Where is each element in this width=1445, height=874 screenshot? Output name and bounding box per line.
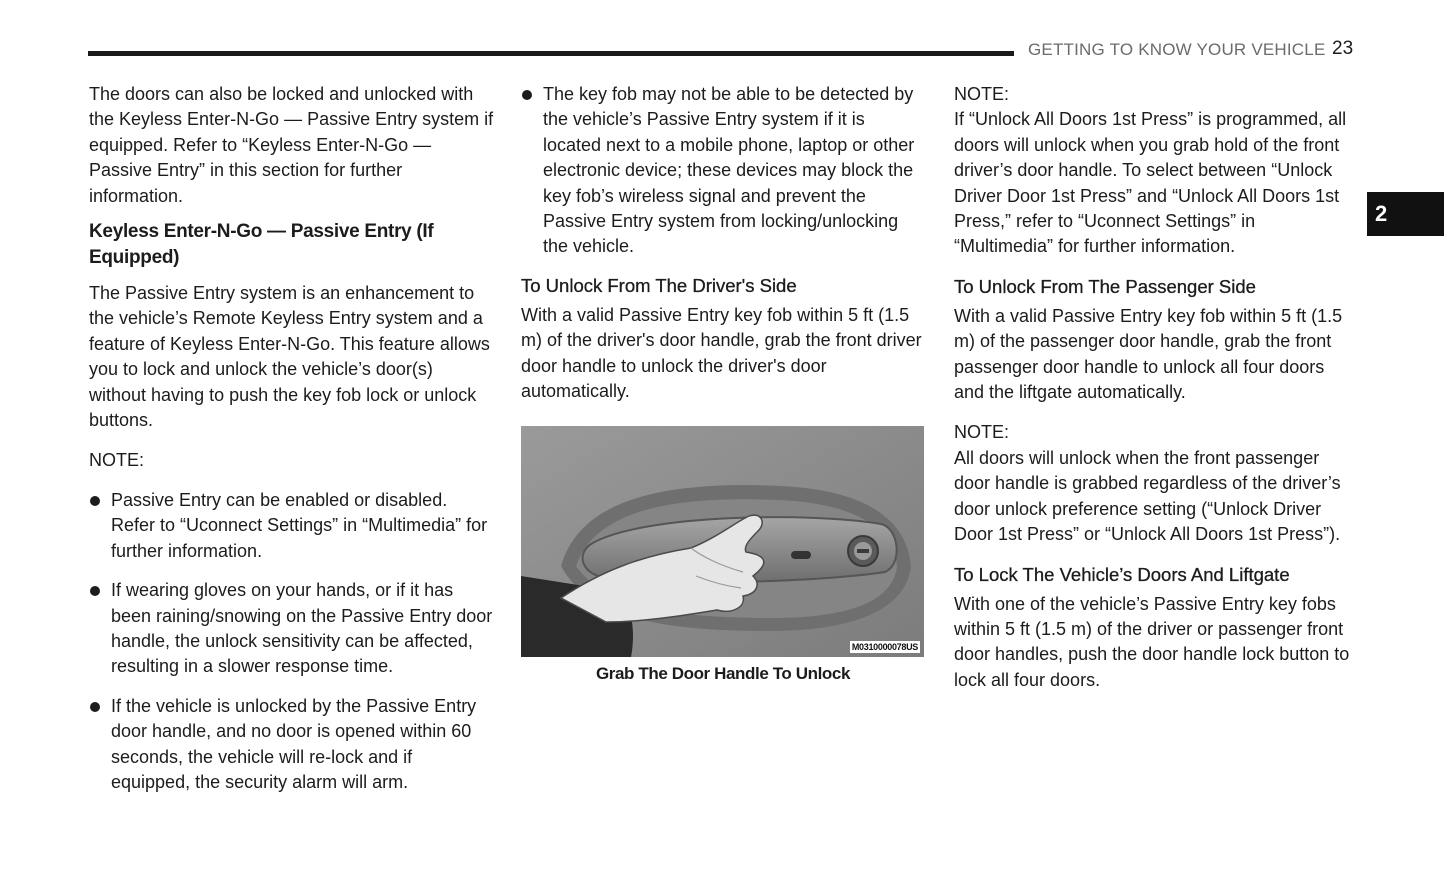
section-heading: Keyless Enter-N-Go — Passive Entry (If Equipped) [89,221,434,269]
list-item [89,578,494,680]
body-paragraph: The Passive Entry system is an enhancement to the vehicle’s Remote Keyless Entry system and a feature of Keyless Enter-N-Go. This feature allows you to lock and unlock the vehicle’s door(s) without having to push the key fob lock or unlock buttons. [89,283,490,431]
subheading-driver-side: To Unlock From The Driver's Side [521,274,797,296]
bullet-text: Passive Entry can be enabled or disabled. Refer to “Uconnect Settings” in “Multimedia” for further information. [111,489,488,561]
subheading-lock-doors: To Lock The Vehicle’s Doors And Liftgate [954,563,1290,585]
bullet-dot-icon [90,702,100,712]
note-bullet-list [89,488,494,795]
page-number: 23 [1332,38,1354,59]
note-text: All doors will unlock when the front passenger door handle is grabbed regardless of the driver’s door unlock preference setting (“Unlock Driver Door 1st Press” or “Unlock All Doors 1st Press”). [954,447,1341,545]
bullet-text: If the vehicle is unlocked by the Passive Entry door handle, and no door is opened within 60 seconds, the vehicle will re-lock and if equipped, the security alarm will arm. [111,695,477,792]
column-left [89,82,494,809]
door-handle-figure [521,426,924,657]
bullet-text: The key fob may not be able to be detected by the vehicle’s Passive Entry system if it is located next to a mobile phone, laptop or other electronic device; these devices may block the key fob’s wireless signal and prevent the Passive Entry system from locking/unlocking the vehicle. [543,84,915,257]
bullet-list [521,82,925,260]
bullet-dot-icon [90,586,100,596]
bullet-text: If wearing gloves on your hands, or if it has been raining/snowing on the Passive Entry door handle, the unlock sensitivity can be affected, resulting in a slower response time. [111,580,493,677]
note-text: If “Unlock All Doors 1st Press” is programmed, all doors will unlock when you grab hold of the front driver’s door handle. To select between “Unlock Driver Door 1st Press” and “Unlock All Doors 1st Press,” refer to “Uconnect Settings” in “Multimedia” for further information. [954,109,1347,257]
hand-on-door-handle-illustration [521,426,924,657]
passenger-side-paragraph: With a valid Passive Entry key fob within 5 ft (1.5 m) of the passenger door handle, grab the front passenger door handle to unlock all four doors and the liftgate automatically. [954,305,1343,403]
note-label: NOTE: [89,450,145,471]
note-passenger-press [954,420,1356,547]
note-driver-press [954,82,1356,260]
column-middle [521,82,925,687]
note-label: NOTE: [954,84,1010,104]
bullet-dot-icon [522,90,532,100]
list-item [89,694,494,796]
note-label: NOTE: [954,422,1010,443]
figure-code-label: M0310000078US [851,642,918,653]
list-item [521,82,925,260]
chapter-tab[interactable]: 2 [1367,192,1444,236]
lock-doors-paragraph: With one of the vehicle’s Passive Entry key fobs within 5 ft (1.5 m) of the driver or passenger front door handles, push the door handle lock button to lock all four doors. [954,593,1350,690]
section-title: GETTING TO KNOW YOUR VEHICLE [1028,40,1326,59]
bullet-dot-icon [90,496,100,506]
subheading-passenger-side: To Unlock From The Passenger Side [954,275,1256,297]
driver-side-paragraph: With a valid Passive Entry key fob within 5 ft (1.5 m) of the driver's door handle, grab the front driver door handle to unlock the driver's door automatically. [521,304,922,402]
list-item [89,488,494,564]
intro-paragraph: The doors can also be locked and unlocked with the Keyless Enter-N-Go — Passive Entry system if equipped. Refer to “Keyless Enter-N-Go — Passive Entry” in this section for further information. [89,84,494,206]
column-right [954,82,1356,703]
figure-caption: Grab The Door Handle To Unlock [595,664,851,684]
header-rule [88,51,1014,56]
